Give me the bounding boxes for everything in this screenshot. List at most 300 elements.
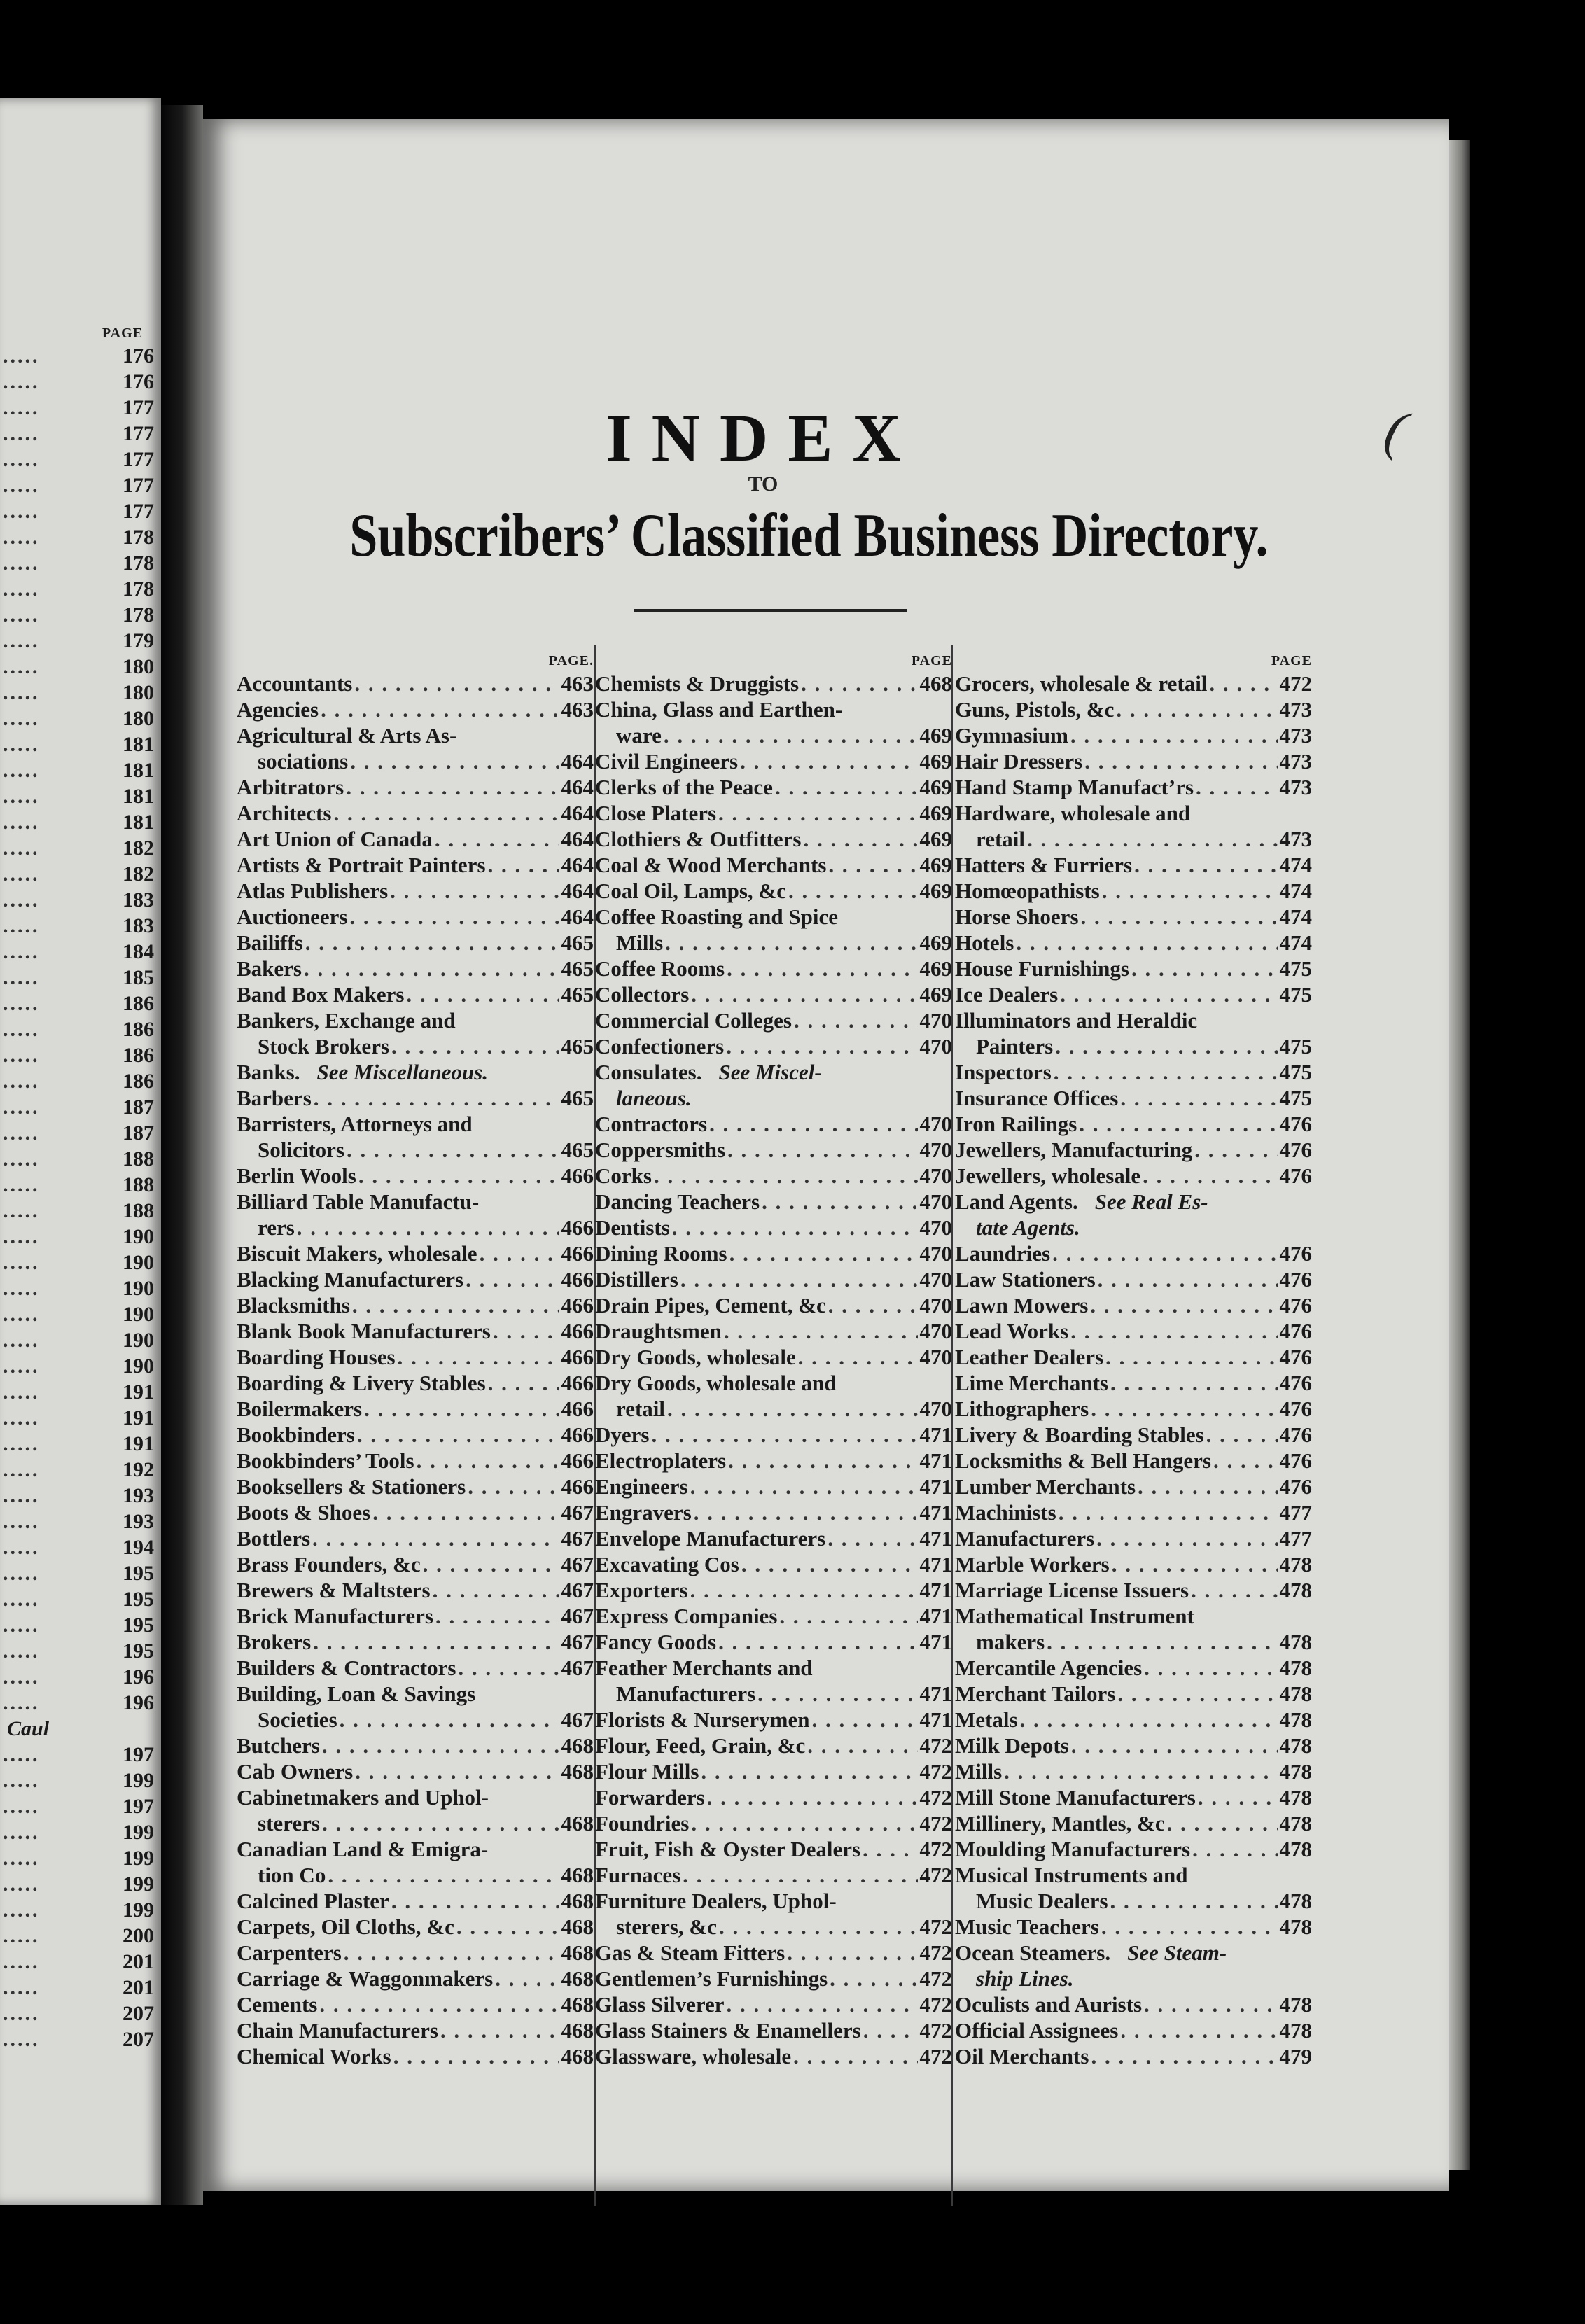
leader-dots: ..... xyxy=(3,629,40,652)
previous-page-entry xyxy=(0,1742,155,1768)
leader-dots xyxy=(354,671,559,696)
leader-dots xyxy=(493,1318,559,1344)
leader-dots xyxy=(1098,1266,1278,1292)
leader-dots xyxy=(319,1991,559,2017)
previous-page-number: 180 xyxy=(123,655,154,678)
previous-page-entry xyxy=(0,1793,155,1819)
entry-page-number: 466 xyxy=(561,1267,594,1292)
index-entry xyxy=(237,930,594,955)
index-entry xyxy=(237,748,594,774)
entry-label: Jewellers, Manufacturing xyxy=(955,1138,1193,1162)
entry-label: Cabinetmakers and Uphol- xyxy=(237,1785,489,1809)
entry-label: Dyers xyxy=(595,1422,650,1447)
leader-dots xyxy=(665,930,917,955)
previous-page-number: 195 xyxy=(123,1588,154,1611)
previous-page-number: 178 xyxy=(123,603,154,626)
leader-dots xyxy=(727,1137,917,1163)
index-entry xyxy=(237,722,594,748)
leader-dots: ..... xyxy=(3,992,40,1015)
index-entry xyxy=(955,1189,1312,1214)
entry-label: Electroplaters xyxy=(595,1448,727,1473)
leader-dots: ..... xyxy=(3,1924,40,1947)
previous-page-number: 196 xyxy=(123,1691,154,1714)
entry-label: Dry Goods, wholesale and xyxy=(595,1371,837,1395)
previous-page-number: 176 xyxy=(123,370,154,393)
leader-dots xyxy=(1120,1085,1277,1111)
previous-page-entry xyxy=(0,1690,155,1716)
previous-page-entry xyxy=(0,1379,155,1405)
entry-label: Draughtsmen xyxy=(595,1319,722,1343)
previous-page-number: 177 xyxy=(123,422,154,445)
entry-page-number: 478 xyxy=(1279,1707,1312,1732)
entry-label: Stock Brokers xyxy=(258,1034,390,1058)
previous-page-entry xyxy=(0,1586,155,1612)
previous-page-header: PAGE xyxy=(102,326,143,341)
previous-page-entry xyxy=(0,887,155,913)
entry-label: Banks. xyxy=(237,1060,300,1084)
leader-dots xyxy=(357,1422,559,1448)
entry-page-number: 472 xyxy=(919,1992,952,2017)
entry-list xyxy=(595,671,952,2069)
entry-label: Mill Stone Manufacturers xyxy=(955,1785,1196,1809)
previous-page-entry xyxy=(0,369,155,395)
entry-page-number: 469 xyxy=(919,878,952,903)
previous-page-number: 193 xyxy=(123,1484,154,1507)
entry-label: retail xyxy=(976,827,1026,851)
leader-dots xyxy=(830,1966,917,1991)
entry-label: Boarding & Livery Stables xyxy=(237,1371,486,1395)
entry-label: Marble Workers xyxy=(955,1552,1110,1576)
entry-label: Mills xyxy=(955,1759,1003,1784)
index-entry xyxy=(595,955,952,981)
leader-dots xyxy=(757,1681,917,1707)
index-entry xyxy=(237,1344,594,1370)
entry-page-number: 468 xyxy=(561,1863,594,1887)
entry-label: Lead Works xyxy=(955,1319,1069,1343)
leader-dots xyxy=(355,1758,559,1784)
entry-label: Furnaces xyxy=(595,1863,681,1887)
leader-dots: ..... xyxy=(3,1614,40,1637)
entry-label: Butchers xyxy=(237,1733,320,1758)
entry-cross-reference: See Miscel- xyxy=(718,1060,822,1084)
leader-dots: ..... xyxy=(3,448,40,471)
leader-dots xyxy=(1134,852,1277,878)
index-entry xyxy=(955,1111,1312,1137)
leader-dots xyxy=(798,1344,918,1370)
leader-dots xyxy=(1120,2017,1277,2043)
index-entry xyxy=(595,671,952,696)
leader-dots xyxy=(740,748,917,774)
leader-dots xyxy=(726,1033,917,1059)
entry-page-number: 478 xyxy=(1279,1681,1312,1706)
entry-label: Boilermakers xyxy=(237,1396,363,1421)
previous-page-number: 182 xyxy=(123,862,154,886)
previous-page-entry xyxy=(0,1301,155,1327)
index-column-1 xyxy=(237,651,594,2069)
entry-label: Lime Merchants xyxy=(955,1371,1108,1395)
leader-dots: ..... xyxy=(3,733,40,756)
previous-page-number: 207 xyxy=(123,2002,154,2025)
index-entry xyxy=(955,1629,1312,1655)
previous-page-number: 183 xyxy=(123,888,154,911)
entry-page-number: 466 xyxy=(561,1293,594,1317)
entry-label: Barristers, Attorneys and xyxy=(237,1112,473,1136)
entry-page-number: 469 xyxy=(919,982,952,1007)
index-entry xyxy=(595,1033,952,1059)
index-entry xyxy=(595,1577,952,1603)
entry-page-number: 467 xyxy=(561,1552,594,1576)
leader-dots: ..... xyxy=(3,1303,40,1326)
entry-label: Commercial Colleges xyxy=(595,1008,792,1032)
entry-label: Brass Founders, &c xyxy=(237,1552,421,1576)
leader-dots: ..... xyxy=(3,1691,40,1714)
entry-label: Lumber Merchants xyxy=(955,1474,1136,1499)
index-entry xyxy=(955,1370,1312,1396)
leader-dots xyxy=(690,1474,918,1499)
entry-page-number: 478 xyxy=(1279,1811,1312,1835)
entry-page-number: 468 xyxy=(561,1759,594,1784)
previous-page-entry xyxy=(0,1612,155,1638)
leader-dots: ..... xyxy=(3,1821,40,1844)
leader-dots xyxy=(1131,955,1278,981)
index-entry xyxy=(955,1758,1312,1784)
leader-dots xyxy=(728,1448,917,1474)
entry-label: Mercantile Agencies xyxy=(955,1656,1143,1680)
index-entry xyxy=(955,800,1312,826)
leader-dots: ..... xyxy=(3,2002,40,2025)
entry-label: Solicitors xyxy=(258,1138,344,1162)
entry-page-number: 464 xyxy=(561,853,594,877)
previous-page-number: 196 xyxy=(123,1665,154,1688)
leader-dots: ..... xyxy=(3,940,40,963)
entry-page-number: 465 xyxy=(561,1138,594,1162)
entry-page-number: 467 xyxy=(561,1578,594,1602)
leader-dots xyxy=(433,1577,559,1603)
index-entry xyxy=(955,852,1312,878)
entry-label: tion Co xyxy=(258,1863,326,1887)
previous-page-entry xyxy=(0,447,155,472)
entry-page-number: 467 xyxy=(561,1707,594,1732)
entry-page-number: 478 xyxy=(1279,2018,1312,2043)
entry-label: Land Agents. xyxy=(955,1189,1078,1214)
entry-label: Law Stationers xyxy=(955,1267,1096,1292)
index-entry xyxy=(955,930,1312,955)
previous-page-fragment xyxy=(0,98,161,2205)
index-entry xyxy=(955,1292,1312,1318)
leader-dots: ..... xyxy=(3,1225,40,1248)
leader-dots: ..... xyxy=(3,1795,40,1818)
leader-dots xyxy=(297,1214,559,1240)
previous-page-number: 191 xyxy=(123,1380,154,1404)
entry-label: Music Teachers xyxy=(955,1914,1099,1939)
entry-label: Chain Manufacturers xyxy=(237,2018,438,2043)
entry-page-number: 472 xyxy=(919,1759,952,1784)
leader-dots: ..... xyxy=(3,1847,40,1870)
previous-page-entry xyxy=(0,939,155,965)
leader-dots xyxy=(328,1862,559,1888)
index-entry xyxy=(955,1085,1312,1111)
leader-dots xyxy=(1084,748,1277,774)
index-entry xyxy=(237,1163,594,1189)
previous-page-entry xyxy=(0,1353,155,1379)
entry-page-number: 466 xyxy=(561,1474,594,1499)
entry-label: sterers, &c xyxy=(616,1914,718,1939)
index-entry xyxy=(955,722,1312,748)
leader-dots xyxy=(1059,1499,1278,1525)
index-entry xyxy=(237,1525,594,1551)
index-entry xyxy=(237,1655,594,1681)
entry-page-number: 475 xyxy=(1279,982,1312,1007)
index-entry xyxy=(595,930,952,955)
leader-dots xyxy=(314,1085,559,1111)
entry-label: Horse Shoers xyxy=(955,904,1079,929)
entry-page-number: 473 xyxy=(1279,749,1312,774)
entry-label: Gymnasium xyxy=(955,723,1068,748)
entry-label: Mills xyxy=(616,930,664,955)
entry-page-number: 471 xyxy=(919,1448,952,1473)
index-entry xyxy=(595,1007,952,1033)
entry-label: Envelope Manufacturers xyxy=(595,1526,826,1550)
entry-cross-reference: See Real Es- xyxy=(1094,1189,1208,1214)
entry-page-number: 464 xyxy=(561,827,594,851)
leader-dots: ..... xyxy=(3,1872,40,1896)
entry-label: Gentlemen’s Furnishings xyxy=(595,1966,828,1991)
previous-page-entry xyxy=(0,1431,155,1457)
previous-page-entry xyxy=(0,783,155,809)
leader-dots xyxy=(863,2017,918,2043)
leader-dots xyxy=(807,1732,917,1758)
entry-page-number: 478 xyxy=(1279,1552,1312,1576)
leader-dots xyxy=(1101,1914,1278,1940)
entry-label: Glass Silverer xyxy=(595,1992,725,2017)
entry-label: Iron Railings xyxy=(955,1112,1077,1136)
index-entry xyxy=(955,1810,1312,1836)
leader-dots xyxy=(435,826,559,852)
leader-dots xyxy=(1070,1318,1277,1344)
leader-dots xyxy=(664,722,918,748)
entry-page-number: 476 xyxy=(1279,1371,1312,1395)
book-gutter xyxy=(161,105,203,2205)
entry-label: Homœopathists xyxy=(955,878,1100,903)
previous-page-number: 190 xyxy=(123,1251,154,1274)
entry-label: Collectors xyxy=(595,982,690,1007)
entry-label: Cements xyxy=(237,1992,318,2017)
pencil-mark: ( xyxy=(1378,398,1413,463)
index-entry xyxy=(955,826,1312,852)
previous-page-number: 184 xyxy=(123,940,154,963)
entry-page-number: 476 xyxy=(1279,1267,1312,1292)
leader-dots xyxy=(456,1914,559,1940)
entry-label: Barbers xyxy=(237,1086,312,1110)
leader-dots xyxy=(672,1214,918,1240)
previous-page-entry xyxy=(0,1198,155,1224)
entry-page-number: 478 xyxy=(1279,1914,1312,1939)
entry-label: makers xyxy=(976,1630,1045,1654)
previous-page-number: 192 xyxy=(123,1458,154,1481)
previous-page-number: 191 xyxy=(123,1432,154,1455)
entry-page-number: 470 xyxy=(919,1138,952,1162)
previous-page-number: 179 xyxy=(123,629,154,652)
entry-cross-reference: laneous. xyxy=(616,1086,692,1110)
leader-dots xyxy=(1116,696,1277,722)
index-entry xyxy=(595,800,952,826)
previous-page-number: 187 xyxy=(123,1121,154,1144)
entry-page-number: 476 xyxy=(1279,1319,1312,1343)
index-entry xyxy=(595,1396,952,1422)
index-entry xyxy=(955,2043,1312,2069)
previous-page-number: 188 xyxy=(123,1147,154,1170)
previous-page-number: 195 xyxy=(123,1639,154,1662)
leader-dots xyxy=(352,1292,559,1318)
entry-label: Bookbinders’ Tools xyxy=(237,1448,414,1473)
entry-page-number: 476 xyxy=(1279,1422,1312,1447)
leader-dots xyxy=(1192,1836,1277,1862)
previous-page-entry xyxy=(0,1949,155,1975)
leader-dots xyxy=(1206,1422,1278,1448)
index-entry xyxy=(237,1448,594,1474)
previous-page-number: 199 xyxy=(123,1821,154,1844)
leader-dots xyxy=(1196,774,1277,800)
entry-page-number: 465 xyxy=(561,982,594,1007)
entry-page-number: 469 xyxy=(919,853,952,877)
entry-label: Agencies xyxy=(237,697,319,722)
previous-page-number: 181 xyxy=(123,733,154,756)
leader-dots xyxy=(801,671,917,696)
previous-page-number: 190 xyxy=(123,1225,154,1248)
column-page-header: PAGE xyxy=(911,653,952,668)
leader-dots xyxy=(727,1991,918,2017)
leader-dots: ..... xyxy=(3,1147,40,1170)
entry-page-number: 464 xyxy=(561,878,594,903)
leader-dots xyxy=(863,1836,917,1862)
index-entry xyxy=(237,1784,594,1810)
leader-dots: ..... xyxy=(3,1769,40,1792)
entry-label: Confectioners xyxy=(595,1034,725,1058)
entry-page-number: 471 xyxy=(919,1500,952,1525)
entry-page-number: 466 xyxy=(561,1215,594,1240)
index-entry xyxy=(237,1707,594,1732)
previous-page-entry xyxy=(0,732,155,757)
previous-page-number: 186 xyxy=(123,992,154,1015)
leader-dots xyxy=(1198,1784,1278,1810)
leader-dots xyxy=(1209,671,1277,696)
entry-page-number: 468 xyxy=(561,1889,594,1913)
entry-page-number: 466 xyxy=(561,1396,594,1421)
index-entry xyxy=(595,904,952,930)
leader-dots: ..... xyxy=(3,1277,40,1300)
leader-dots: ..... xyxy=(3,396,40,419)
index-entry xyxy=(237,1189,594,1214)
entry-label: Brewers & Maltsters xyxy=(237,1578,431,1602)
previous-page-entry xyxy=(0,1768,155,1793)
entry-page-number: 476 xyxy=(1279,1293,1312,1317)
index-entry xyxy=(237,1474,594,1499)
previous-page-number: 182 xyxy=(123,836,154,860)
index-entry xyxy=(237,904,594,930)
entry-page-number: 471 xyxy=(919,1422,952,1447)
leader-dots xyxy=(691,1810,917,1836)
previous-page-number: 177 xyxy=(123,396,154,419)
leader-dots xyxy=(313,1629,559,1655)
entry-label: Coal Oil, Lamps, &c xyxy=(595,878,786,903)
entry-label: Berlin Wools xyxy=(237,1163,356,1188)
leader-dots: ..... xyxy=(3,1458,40,1481)
previous-page-number: 178 xyxy=(123,526,154,549)
leader-dots xyxy=(1071,1732,1278,1758)
entry-label: Hatters & Furriers xyxy=(955,853,1133,877)
entry-label: Cab Owners xyxy=(237,1759,354,1784)
entry-label: Blacking Manufacturers xyxy=(237,1267,464,1292)
index-entry xyxy=(237,1240,594,1266)
index-entry xyxy=(955,1422,1312,1448)
index-entry xyxy=(595,1914,952,1940)
index-entry xyxy=(955,1732,1312,1758)
entry-label: Chemists & Druggists xyxy=(595,671,800,696)
entry-page-number: 470 xyxy=(919,1345,952,1369)
leader-dots xyxy=(762,1189,917,1214)
entry-page-number: 467 xyxy=(561,1526,594,1550)
index-entry xyxy=(595,1551,952,1577)
entry-page-number: 468 xyxy=(919,671,952,696)
entry-label: Canadian Land & Emigra- xyxy=(237,1837,489,1861)
previous-page-entry xyxy=(0,861,155,887)
entry-page-number: 476 xyxy=(1279,1112,1312,1136)
leader-dots: ..... xyxy=(3,2028,40,2051)
index-entry xyxy=(955,671,1312,696)
entry-label: Bailiffs xyxy=(237,930,303,955)
entry-label: Insurance Offices xyxy=(955,1086,1119,1110)
index-entry xyxy=(237,878,594,904)
index-entry xyxy=(237,1292,594,1318)
previous-page-number: 191 xyxy=(123,1406,154,1429)
leader-dots xyxy=(458,1655,559,1681)
previous-page-number: 199 xyxy=(123,1872,154,1896)
column-page-header: PAGE. xyxy=(548,653,594,668)
index-entry xyxy=(237,1991,594,2017)
entry-page-number: 465 xyxy=(561,1034,594,1058)
leader-dots xyxy=(435,1603,559,1629)
leader-dots xyxy=(1091,1396,1277,1422)
entry-label: Calcined Plaster xyxy=(237,1889,389,1913)
previous-page-entry xyxy=(0,1845,155,1871)
index-entry xyxy=(595,2017,952,2043)
index-entry xyxy=(955,774,1312,800)
entry-page-number: 466 xyxy=(561,1241,594,1266)
leader-dots: ..... xyxy=(3,1251,40,1274)
previous-page-number: 201 xyxy=(123,1976,154,1999)
previous-page-entry xyxy=(0,809,155,835)
index-entry xyxy=(595,1474,952,1499)
previous-page-entry xyxy=(0,1508,155,1534)
index-entry xyxy=(955,696,1312,722)
leader-dots: ..... xyxy=(3,552,40,575)
entry-page-number: 466 xyxy=(561,1319,594,1343)
index-entry xyxy=(237,1137,594,1163)
entry-page-number: 478 xyxy=(1279,1992,1312,2017)
leader-dots: ..... xyxy=(3,474,40,497)
entry-label: Forwarders xyxy=(595,1785,705,1809)
index-entry xyxy=(595,1240,952,1266)
leader-dots xyxy=(691,981,917,1007)
entry-page-number: 470 xyxy=(919,1215,952,1240)
leader-dots xyxy=(1191,1577,1277,1603)
entry-label: Accountants xyxy=(237,671,353,696)
index-entry xyxy=(237,1085,594,1111)
entry-page-number: 476 xyxy=(1279,1241,1312,1266)
leader-dots: ..... xyxy=(3,370,40,393)
entry-label: Florists & Nurserymen xyxy=(595,1707,810,1732)
previous-page-entry xyxy=(0,1224,155,1250)
